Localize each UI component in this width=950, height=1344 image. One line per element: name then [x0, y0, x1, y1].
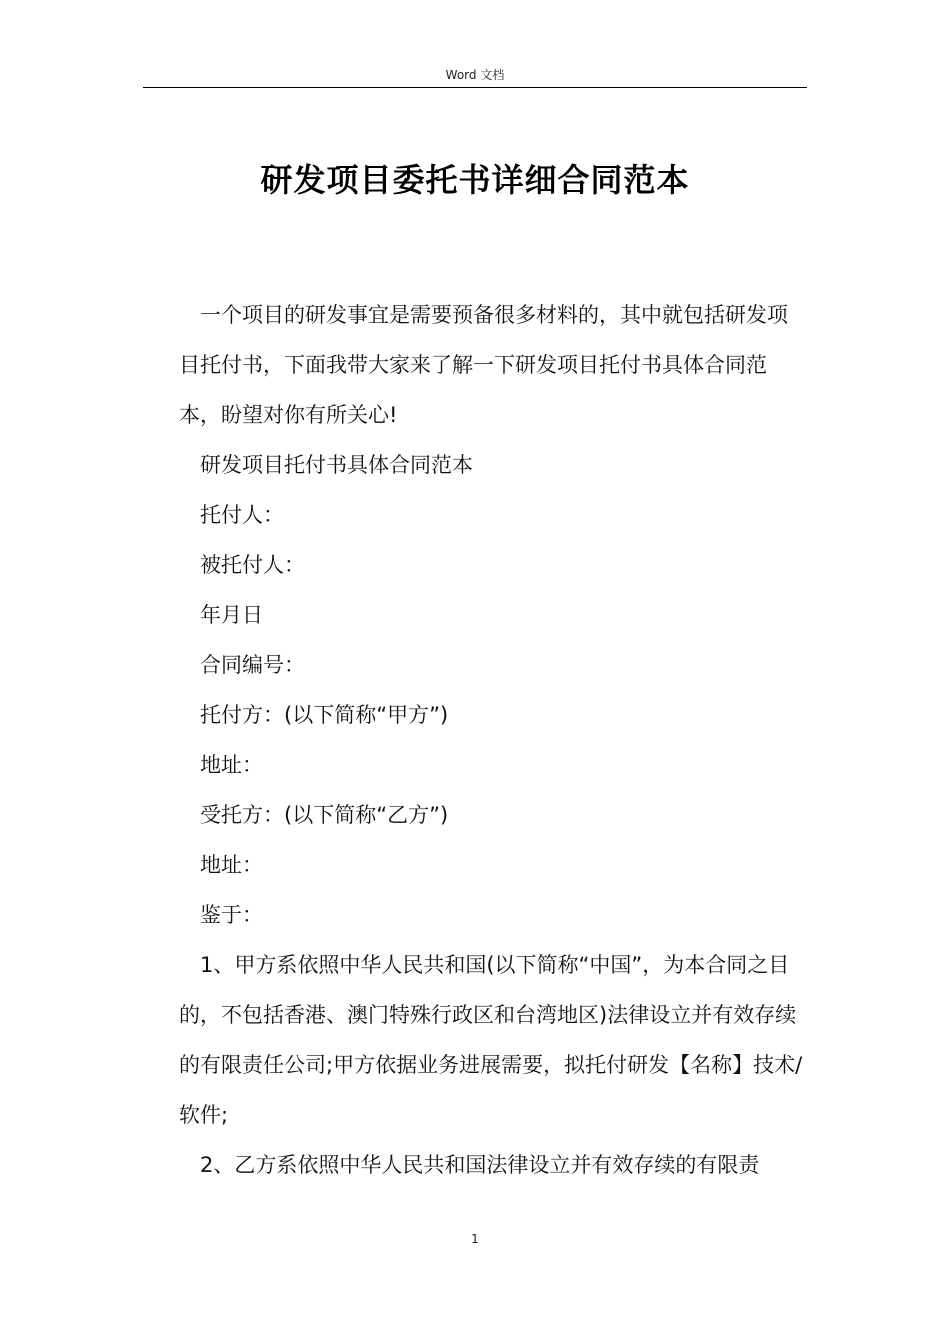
- document-body: [179, 290, 805, 1190]
- page-number: 1: [471, 1232, 479, 1246]
- paragraph-whereas: 鉴于：: [200, 903, 263, 927]
- paragraph-client: 托付人：: [200, 503, 284, 527]
- paragraph-party-b-address: 地址：: [200, 853, 263, 877]
- paragraph-party-a-address: 地址：: [200, 753, 263, 777]
- paragraph-clause-2: 2、乙方系依照中华人民共和国法律设立并有效存续的有限责: [200, 1153, 760, 1177]
- paragraph-intro: 一个项目的研发事宜是需要预备很多材料的，其中就包括研发项目托付书，下面我带大家来了解一下研发项目托付书具体合同范本，盼望对你有所关心!: [179, 303, 788, 427]
- paragraph-party-a: 托付方：(以下简称“甲方”): [200, 703, 449, 727]
- paragraph-party-b: 受托方：(以下简称“乙方”): [200, 803, 449, 827]
- paragraph-contract-number: 合同编号：: [200, 653, 305, 677]
- header-divider: [143, 87, 807, 88]
- paragraph-date: 年月日: [200, 603, 263, 627]
- paragraph-subtitle: 研发项目托付书具体合同范本: [200, 453, 473, 477]
- paragraph-clause-1: 1、甲方系依照中华人民共和国(以下简称“中国”，为本合同之目的，不包括香港、澳门特殊行政区和台湾地区)法律设立并有效存续的有限责任公司;甲方依据业务进展需要，拟托付研发【名称】技术/软件;: [179, 953, 803, 1127]
- document-title: 研发项目委托书详细合同范本: [260, 161, 690, 199]
- page-header: Word 文档: [445, 68, 505, 82]
- paragraph-contractor: 被托付人：: [200, 553, 305, 577]
